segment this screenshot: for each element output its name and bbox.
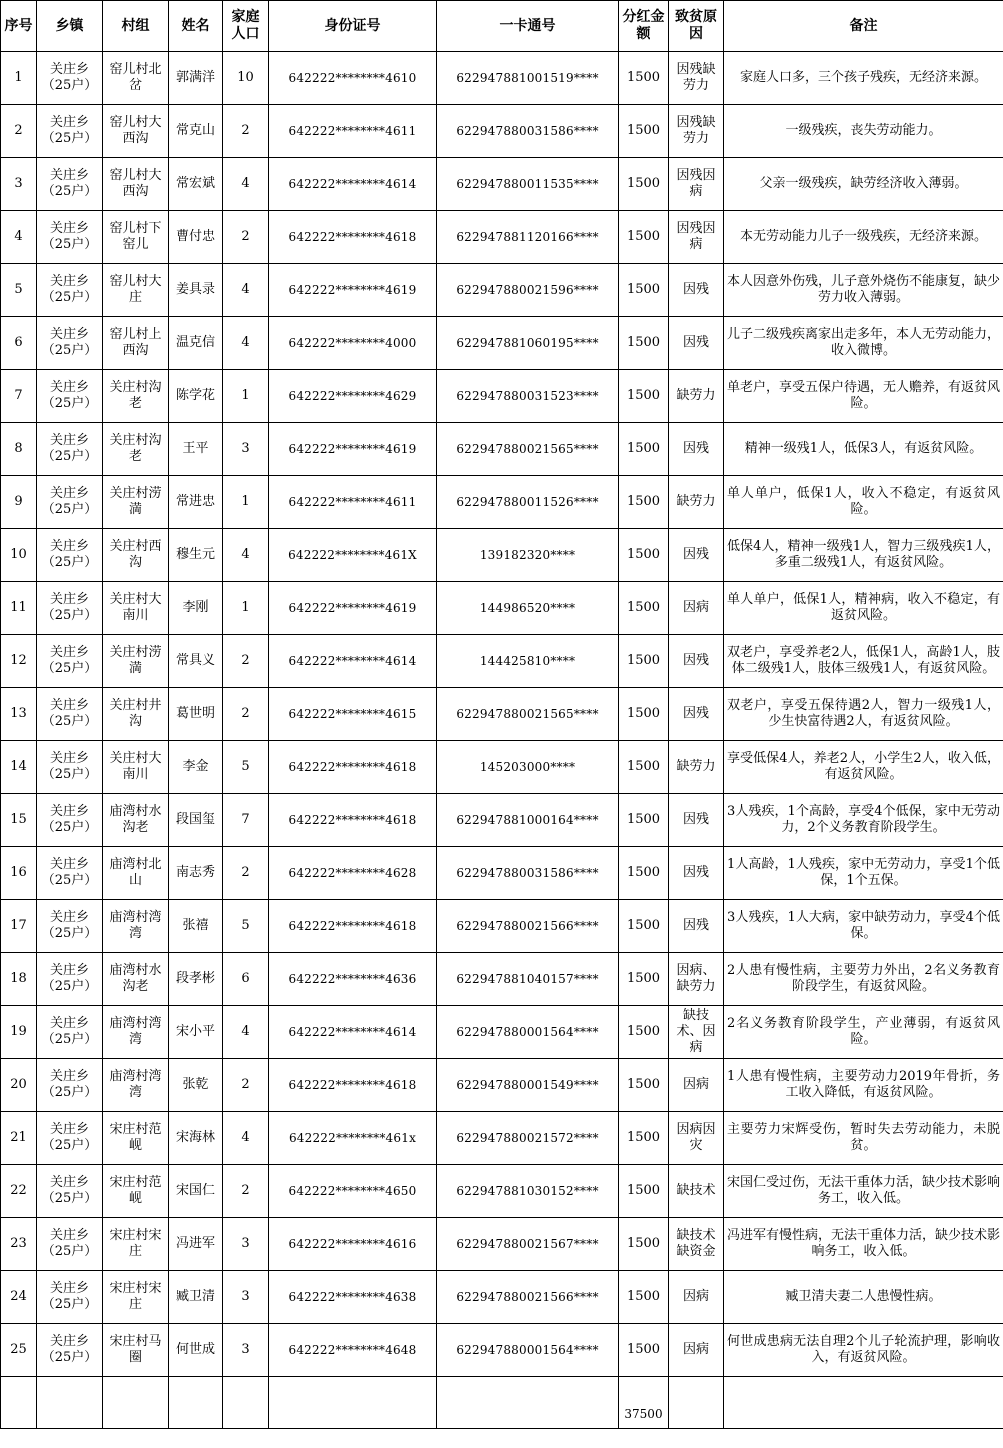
header-village-group: 村组 bbox=[103, 1, 169, 52]
row-id-number: 642222********4619 bbox=[269, 264, 437, 317]
row-name: 何世成 bbox=[169, 1324, 223, 1377]
total-empty-cell bbox=[103, 1377, 169, 1429]
row-poverty-cause: 因残 bbox=[669, 688, 724, 741]
row-id-number: 642222********4618 bbox=[269, 211, 437, 264]
row-id-number: 642222********4614 bbox=[269, 1006, 437, 1059]
row-remarks: 1人高龄，1人残疾，家中无劳动力，享受1个低保，1个五保。 bbox=[724, 847, 1003, 900]
row-poverty-cause: 缺劳力 bbox=[669, 741, 724, 794]
row-remarks: 双老户，享受五保待遇2人，智力一级残1人，少生快富待遇2人，有返贫风险。 bbox=[724, 688, 1003, 741]
row-village-group: 宋庄村宋庄 bbox=[103, 1271, 169, 1324]
row-township: 关庄乡（25户） bbox=[37, 476, 103, 529]
row-household-size: 1 bbox=[223, 582, 269, 635]
row-card-number: 144425810**** bbox=[437, 635, 619, 688]
row-name: 穆生元 bbox=[169, 529, 223, 582]
row-household-size: 2 bbox=[223, 688, 269, 741]
row-dividend-amount: 1500 bbox=[619, 1059, 669, 1112]
row-dividend-amount: 1500 bbox=[619, 317, 669, 370]
row-remarks: 何世成患病无法自理2个儿子轮流护理，影响收入，有返贫风险。 bbox=[724, 1324, 1003, 1377]
row-name: 王平 bbox=[169, 423, 223, 476]
row-village-group: 窑儿村大西沟 bbox=[103, 105, 169, 158]
row-index: 3 bbox=[1, 158, 37, 211]
row-remarks: 精神一级残1人，低保3人，有返贫风险。 bbox=[724, 423, 1003, 476]
total-empty-cell bbox=[1, 1377, 37, 1429]
row-household-size: 1 bbox=[223, 476, 269, 529]
row-id-number: 642222********4648 bbox=[269, 1324, 437, 1377]
row-poverty-cause: 因残 bbox=[669, 423, 724, 476]
row-id-number: 642222********4638 bbox=[269, 1271, 437, 1324]
row-remarks: 主要劳力宋辉受伤，暂时失去劳动能力，未脱贫。 bbox=[724, 1112, 1003, 1165]
table-row bbox=[1, 582, 1003, 635]
total-empty-cell bbox=[724, 1377, 1003, 1429]
row-card-number: 145203000**** bbox=[437, 741, 619, 794]
table-row bbox=[1, 635, 1003, 688]
row-card-number: 622947880021566**** bbox=[437, 1271, 619, 1324]
row-id-number: 642222********4614 bbox=[269, 635, 437, 688]
row-id-number: 642222********4611 bbox=[269, 105, 437, 158]
row-township: 关庄乡（25户） bbox=[37, 847, 103, 900]
row-dividend-amount: 1500 bbox=[619, 582, 669, 635]
row-name: 张乾 bbox=[169, 1059, 223, 1112]
row-household-size: 7 bbox=[223, 794, 269, 847]
row-poverty-cause: 因残 bbox=[669, 529, 724, 582]
row-township: 关庄乡（25户） bbox=[37, 317, 103, 370]
row-village-group: 庙湾村水沟老 bbox=[103, 794, 169, 847]
table-row bbox=[1, 794, 1003, 847]
row-township: 关庄乡（25户） bbox=[37, 529, 103, 582]
row-remarks: 一级残疾，丧失劳动能力。 bbox=[724, 105, 1003, 158]
row-township: 关庄乡（25户） bbox=[37, 264, 103, 317]
row-id-number: 642222********4610 bbox=[269, 52, 437, 105]
row-dividend-amount: 1500 bbox=[619, 158, 669, 211]
table-row bbox=[1, 1165, 1003, 1218]
table-row bbox=[1, 476, 1003, 529]
row-poverty-cause: 因残 bbox=[669, 847, 724, 900]
row-poverty-cause: 因残缺劳力 bbox=[669, 105, 724, 158]
row-card-number: 622947880011535**** bbox=[437, 158, 619, 211]
row-remarks: 儿子二级残疾离家出走多年，本人无劳动能力，收入微博。 bbox=[724, 317, 1003, 370]
table-row bbox=[1, 529, 1003, 582]
row-id-number: 642222********4619 bbox=[269, 582, 437, 635]
row-card-number: 622947880021596**** bbox=[437, 264, 619, 317]
header-row bbox=[1, 1, 1003, 52]
row-poverty-cause: 因残 bbox=[669, 317, 724, 370]
row-index: 9 bbox=[1, 476, 37, 529]
row-remarks: 低保4人，精神一级残1人，智力三级残疾1人，多重二级残1人，有返贫风险。 bbox=[724, 529, 1003, 582]
row-village-group: 庙湾村水沟老 bbox=[103, 953, 169, 1006]
row-village-group: 关庄村涝満 bbox=[103, 635, 169, 688]
table-row bbox=[1, 1006, 1003, 1059]
row-dividend-amount: 1500 bbox=[619, 370, 669, 423]
row-household-size: 4 bbox=[223, 317, 269, 370]
row-id-number: 642222********4616 bbox=[269, 1218, 437, 1271]
row-name: 臧卫清 bbox=[169, 1271, 223, 1324]
row-card-number: 139182320**** bbox=[437, 529, 619, 582]
row-poverty-cause: 因病 bbox=[669, 582, 724, 635]
row-name: 常宏斌 bbox=[169, 158, 223, 211]
row-name: 常具义 bbox=[169, 635, 223, 688]
row-index: 24 bbox=[1, 1271, 37, 1324]
row-remarks: 双老户，享受养老2人，低保1人，高龄1人，肢体二级残1人，肢体三级残1人，有返贫风险。 bbox=[724, 635, 1003, 688]
row-township: 关庄乡（25户） bbox=[37, 423, 103, 476]
table-row bbox=[1, 953, 1003, 1006]
row-dividend-amount: 1500 bbox=[619, 1271, 669, 1324]
row-name: 段国玺 bbox=[169, 794, 223, 847]
row-index: 14 bbox=[1, 741, 37, 794]
header-household-size: 家庭人口 bbox=[223, 1, 269, 52]
row-poverty-cause: 因病 bbox=[669, 1271, 724, 1324]
row-household-size: 3 bbox=[223, 1271, 269, 1324]
row-name: 宋海林 bbox=[169, 1112, 223, 1165]
row-poverty-cause: 因残 bbox=[669, 635, 724, 688]
row-name: 张禧 bbox=[169, 900, 223, 953]
row-poverty-cause: 缺技术缺资金 bbox=[669, 1218, 724, 1271]
row-remarks: 本无劳动能力儿子一级残疾，无经济来源。 bbox=[724, 211, 1003, 264]
row-index: 4 bbox=[1, 211, 37, 264]
row-village-group: 窑儿村下窑儿 bbox=[103, 211, 169, 264]
row-poverty-cause: 因残缺劳力 bbox=[669, 52, 724, 105]
total-amount: 37500 bbox=[619, 1377, 669, 1429]
row-dividend-amount: 1500 bbox=[619, 264, 669, 317]
row-poverty-cause: 因病因灾 bbox=[669, 1112, 724, 1165]
row-village-group: 关庄村沟老 bbox=[103, 423, 169, 476]
header-name: 姓名 bbox=[169, 1, 223, 52]
table-row bbox=[1, 688, 1003, 741]
row-id-number: 642222********4000 bbox=[269, 317, 437, 370]
row-household-size: 4 bbox=[223, 1006, 269, 1059]
row-id-number: 642222********4618 bbox=[269, 1059, 437, 1112]
row-household-size: 2 bbox=[223, 1059, 269, 1112]
row-card-number: 622947881040157**** bbox=[437, 953, 619, 1006]
row-dividend-amount: 1500 bbox=[619, 1324, 669, 1377]
row-name: 段孝彬 bbox=[169, 953, 223, 1006]
header-township: 乡镇 bbox=[37, 1, 103, 52]
table-row bbox=[1, 105, 1003, 158]
row-household-size: 2 bbox=[223, 847, 269, 900]
row-dividend-amount: 1500 bbox=[619, 741, 669, 794]
table-row bbox=[1, 1324, 1003, 1377]
row-township: 关庄乡（25户） bbox=[37, 1271, 103, 1324]
row-poverty-cause: 因残因病 bbox=[669, 211, 724, 264]
row-index: 16 bbox=[1, 847, 37, 900]
row-poverty-cause: 因病、缺劳力 bbox=[669, 953, 724, 1006]
row-township: 关庄乡（25户） bbox=[37, 52, 103, 105]
table-row bbox=[1, 847, 1003, 900]
row-household-size: 5 bbox=[223, 900, 269, 953]
row-dividend-amount: 1500 bbox=[619, 105, 669, 158]
row-id-number: 642222********4614 bbox=[269, 158, 437, 211]
row-name: 葛世明 bbox=[169, 688, 223, 741]
row-village-group: 宋庄村宋庄 bbox=[103, 1218, 169, 1271]
row-card-number: 622947880021565**** bbox=[437, 688, 619, 741]
row-poverty-cause: 缺技术 bbox=[669, 1165, 724, 1218]
row-township: 关庄乡（25户） bbox=[37, 1112, 103, 1165]
row-poverty-cause: 缺技术、因病 bbox=[669, 1006, 724, 1059]
row-township: 关庄乡（25户） bbox=[37, 1006, 103, 1059]
row-name: 温克信 bbox=[169, 317, 223, 370]
row-name: 常进忠 bbox=[169, 476, 223, 529]
row-id-number: 642222********4619 bbox=[269, 423, 437, 476]
row-name: 李金 bbox=[169, 741, 223, 794]
row-household-size: 1 bbox=[223, 370, 269, 423]
row-remarks: 单老户，享受五保户待遇，无人赡养，有返贫风险。 bbox=[724, 370, 1003, 423]
row-village-group: 庙湾村湾湾 bbox=[103, 900, 169, 953]
row-village-group: 关庄村大南川 bbox=[103, 741, 169, 794]
header-remarks: 备注 bbox=[724, 1, 1003, 52]
row-card-number: 622947881060195**** bbox=[437, 317, 619, 370]
row-household-size: 4 bbox=[223, 529, 269, 582]
row-village-group: 宋庄村马圈 bbox=[103, 1324, 169, 1377]
row-village-group: 窑儿村大西沟 bbox=[103, 158, 169, 211]
row-household-size: 5 bbox=[223, 741, 269, 794]
row-card-number: 622947880021565**** bbox=[437, 423, 619, 476]
row-index: 6 bbox=[1, 317, 37, 370]
row-card-number: 622947881120166**** bbox=[437, 211, 619, 264]
row-poverty-cause: 因病 bbox=[669, 1059, 724, 1112]
row-id-number: 642222********4615 bbox=[269, 688, 437, 741]
row-township: 关庄乡（25户） bbox=[37, 370, 103, 423]
row-name: 郭满洋 bbox=[169, 52, 223, 105]
row-household-size: 2 bbox=[223, 1165, 269, 1218]
total-empty-cell bbox=[37, 1377, 103, 1429]
row-index: 21 bbox=[1, 1112, 37, 1165]
row-village-group: 宋庄村范岘 bbox=[103, 1165, 169, 1218]
row-poverty-cause: 因残因病 bbox=[669, 158, 724, 211]
row-remarks: 家庭人口多，三个孩子残疾，无经济来源。 bbox=[724, 52, 1003, 105]
row-id-number: 642222********4618 bbox=[269, 794, 437, 847]
row-id-number: 642222********461x bbox=[269, 1112, 437, 1165]
table-row bbox=[1, 1059, 1003, 1112]
row-village-group: 关庄村涝満 bbox=[103, 476, 169, 529]
row-township: 关庄乡（25户） bbox=[37, 582, 103, 635]
row-dividend-amount: 1500 bbox=[619, 1218, 669, 1271]
row-township: 关庄乡（25户） bbox=[37, 688, 103, 741]
header-id-number: 身份证号 bbox=[269, 1, 437, 52]
header-dividend-amount: 分红金额 bbox=[619, 1, 669, 52]
row-card-number: 622947880021567**** bbox=[437, 1218, 619, 1271]
row-index: 2 bbox=[1, 105, 37, 158]
row-village-group: 庙湾村湾湾 bbox=[103, 1006, 169, 1059]
row-dividend-amount: 1500 bbox=[619, 529, 669, 582]
row-village-group: 关庄村井沟 bbox=[103, 688, 169, 741]
row-township: 关庄乡（25户） bbox=[37, 1165, 103, 1218]
row-remarks: 本人因意外伤残，儿子意外烧伤不能康复，缺少劳力收入薄弱。 bbox=[724, 264, 1003, 317]
row-dividend-amount: 1500 bbox=[619, 688, 669, 741]
row-index: 7 bbox=[1, 370, 37, 423]
row-township: 关庄乡（25户） bbox=[37, 211, 103, 264]
table-row bbox=[1, 423, 1003, 476]
row-remarks: 父亲一级残疾，缺劳经济收入薄弱。 bbox=[724, 158, 1003, 211]
row-card-number: 622947881001519**** bbox=[437, 52, 619, 105]
table-row bbox=[1, 370, 1003, 423]
row-township: 关庄乡（25户） bbox=[37, 1324, 103, 1377]
row-remarks: 1人患有慢性病，主要劳动力2019年骨折，务工收入降低，有返贫风险。 bbox=[724, 1059, 1003, 1112]
table-row bbox=[1, 900, 1003, 953]
row-card-number: 622947880011526**** bbox=[437, 476, 619, 529]
row-household-size: 2 bbox=[223, 105, 269, 158]
row-township: 关庄乡（25户） bbox=[37, 953, 103, 1006]
row-index: 18 bbox=[1, 953, 37, 1006]
row-card-number: 622947881030152**** bbox=[437, 1165, 619, 1218]
row-household-size: 3 bbox=[223, 1324, 269, 1377]
row-id-number: 642222********4618 bbox=[269, 741, 437, 794]
row-poverty-cause: 因残 bbox=[669, 264, 724, 317]
row-dividend-amount: 1500 bbox=[619, 52, 669, 105]
row-household-size: 3 bbox=[223, 1218, 269, 1271]
row-remarks: 2人患有慢性病，主要劳力外出，2名义务教育阶段学生，有返贫风险。 bbox=[724, 953, 1003, 1006]
row-dividend-amount: 1500 bbox=[619, 900, 669, 953]
row-township: 关庄乡（25户） bbox=[37, 105, 103, 158]
row-household-size: 2 bbox=[223, 211, 269, 264]
row-household-size: 4 bbox=[223, 264, 269, 317]
row-dividend-amount: 1500 bbox=[619, 847, 669, 900]
table-row bbox=[1, 211, 1003, 264]
row-village-group: 庙湾村北山 bbox=[103, 847, 169, 900]
row-card-number: 622947881000164**** bbox=[437, 794, 619, 847]
row-card-number: 622947880001549**** bbox=[437, 1059, 619, 1112]
header-index: 序号 bbox=[1, 1, 37, 52]
table-row bbox=[1, 1218, 1003, 1271]
table-row bbox=[1, 264, 1003, 317]
row-name: 宋国仁 bbox=[169, 1165, 223, 1218]
row-name: 李刚 bbox=[169, 582, 223, 635]
row-index: 15 bbox=[1, 794, 37, 847]
row-remarks: 3人残疾，1人大病，家中缺劳动力，享受4个低保。 bbox=[724, 900, 1003, 953]
row-name: 冯进军 bbox=[169, 1218, 223, 1271]
row-card-number: 622947880031523**** bbox=[437, 370, 619, 423]
row-remarks: 冯进军有慢性病，无法干重体力活，缺少技术影响务工，收入低。 bbox=[724, 1218, 1003, 1271]
row-household-size: 3 bbox=[223, 423, 269, 476]
row-household-size: 6 bbox=[223, 953, 269, 1006]
row-township: 关庄乡（25户） bbox=[37, 741, 103, 794]
row-village-group: 窑儿村北岔 bbox=[103, 52, 169, 105]
row-card-number: 622947880001564**** bbox=[437, 1006, 619, 1059]
row-id-number: 642222********4611 bbox=[269, 476, 437, 529]
row-index: 17 bbox=[1, 900, 37, 953]
total-empty-cell bbox=[437, 1377, 619, 1429]
row-dividend-amount: 1500 bbox=[619, 1112, 669, 1165]
row-township: 关庄乡（25户） bbox=[37, 900, 103, 953]
table-row bbox=[1, 52, 1003, 105]
row-index: 5 bbox=[1, 264, 37, 317]
total-row bbox=[1, 1377, 1003, 1429]
row-id-number: 642222********4650 bbox=[269, 1165, 437, 1218]
row-card-number: 622947880031586**** bbox=[437, 105, 619, 158]
row-index: 12 bbox=[1, 635, 37, 688]
row-index: 8 bbox=[1, 423, 37, 476]
table-row bbox=[1, 1112, 1003, 1165]
row-name: 常克山 bbox=[169, 105, 223, 158]
total-empty-cell bbox=[169, 1377, 223, 1429]
row-remarks: 3人残疾，1个高龄，享受4个低保，家中无劳动力，2个义务教育阶段学生。 bbox=[724, 794, 1003, 847]
row-household-size: 4 bbox=[223, 1112, 269, 1165]
row-index: 25 bbox=[1, 1324, 37, 1377]
row-poverty-cause: 因残 bbox=[669, 794, 724, 847]
row-index: 1 bbox=[1, 52, 37, 105]
row-township: 关庄乡（25户） bbox=[37, 794, 103, 847]
row-card-number: 622947880031586**** bbox=[437, 847, 619, 900]
row-index: 23 bbox=[1, 1218, 37, 1271]
row-dividend-amount: 1500 bbox=[619, 423, 669, 476]
table-row bbox=[1, 158, 1003, 211]
row-index: 22 bbox=[1, 1165, 37, 1218]
row-township: 关庄乡（25户） bbox=[37, 158, 103, 211]
total-empty-cell bbox=[223, 1377, 269, 1429]
row-dividend-amount: 1500 bbox=[619, 953, 669, 1006]
row-township: 关庄乡（25户） bbox=[37, 1218, 103, 1271]
row-name: 曹付忠 bbox=[169, 211, 223, 264]
row-index: 13 bbox=[1, 688, 37, 741]
row-dividend-amount: 1500 bbox=[619, 1006, 669, 1059]
row-index: 20 bbox=[1, 1059, 37, 1112]
row-name: 南志秀 bbox=[169, 847, 223, 900]
row-remarks: 单人单户，低保1人，收入不稳定，有返贫风险。 bbox=[724, 476, 1003, 529]
row-remarks: 臧卫清夫妻二人患慢性病。 bbox=[724, 1271, 1003, 1324]
table-row bbox=[1, 317, 1003, 370]
row-remarks: 单人单户，低保1人，精神病，收入不稳定，有返贫风险。 bbox=[724, 582, 1003, 635]
row-index: 19 bbox=[1, 1006, 37, 1059]
row-id-number: 642222********4628 bbox=[269, 847, 437, 900]
row-dividend-amount: 1500 bbox=[619, 635, 669, 688]
row-household-size: 10 bbox=[223, 52, 269, 105]
row-remarks: 享受低保4人，养老2人，小学生2人，收入低，有返贫风险。 bbox=[724, 741, 1003, 794]
row-id-number: 642222********4636 bbox=[269, 953, 437, 1006]
row-dividend-amount: 1500 bbox=[619, 1165, 669, 1218]
row-dividend-amount: 1500 bbox=[619, 211, 669, 264]
row-village-group: 关庄村大南川 bbox=[103, 582, 169, 635]
row-remarks: 2名义务教育阶段学生，产业薄弱，有返贫风险。 bbox=[724, 1006, 1003, 1059]
row-village-group: 庙湾村湾湾 bbox=[103, 1059, 169, 1112]
row-village-group: 窑儿村上西沟 bbox=[103, 317, 169, 370]
row-id-number: 642222********4618 bbox=[269, 900, 437, 953]
row-poverty-cause: 因残 bbox=[669, 900, 724, 953]
row-dividend-amount: 1500 bbox=[619, 476, 669, 529]
row-index: 11 bbox=[1, 582, 37, 635]
total-empty-cell bbox=[269, 1377, 437, 1429]
row-township: 关庄乡（25户） bbox=[37, 1059, 103, 1112]
row-card-number: 622947880021566**** bbox=[437, 900, 619, 953]
row-id-number: 642222********4629 bbox=[269, 370, 437, 423]
row-name: 陈学花 bbox=[169, 370, 223, 423]
row-poverty-cause: 缺劳力 bbox=[669, 476, 724, 529]
row-village-group: 窑儿村大庄 bbox=[103, 264, 169, 317]
row-remarks: 宋国仁受过伤，无法干重体力活，缺少技术影响务工，收入低。 bbox=[724, 1165, 1003, 1218]
row-village-group: 关庄村沟老 bbox=[103, 370, 169, 423]
table-row bbox=[1, 1271, 1003, 1324]
total-empty-cell bbox=[669, 1377, 724, 1429]
table-row bbox=[1, 741, 1003, 794]
header-card-number: 一卡通号 bbox=[437, 1, 619, 52]
row-name: 宋小平 bbox=[169, 1006, 223, 1059]
row-poverty-cause: 因病 bbox=[669, 1324, 724, 1377]
row-index: 10 bbox=[1, 529, 37, 582]
row-id-number: 642222********461X bbox=[269, 529, 437, 582]
row-card-number: 144986520**** bbox=[437, 582, 619, 635]
row-village-group: 关庄村西沟 bbox=[103, 529, 169, 582]
row-name: 姜具录 bbox=[169, 264, 223, 317]
row-household-size: 2 bbox=[223, 635, 269, 688]
row-village-group: 宋庄村范岘 bbox=[103, 1112, 169, 1165]
row-township: 关庄乡（25户） bbox=[37, 635, 103, 688]
row-household-size: 4 bbox=[223, 158, 269, 211]
row-card-number: 622947880001564**** bbox=[437, 1324, 619, 1377]
row-dividend-amount: 1500 bbox=[619, 794, 669, 847]
row-poverty-cause: 缺劳力 bbox=[669, 370, 724, 423]
header-poverty-cause: 致贫原因 bbox=[669, 1, 724, 52]
row-card-number: 622947880021572**** bbox=[437, 1112, 619, 1165]
